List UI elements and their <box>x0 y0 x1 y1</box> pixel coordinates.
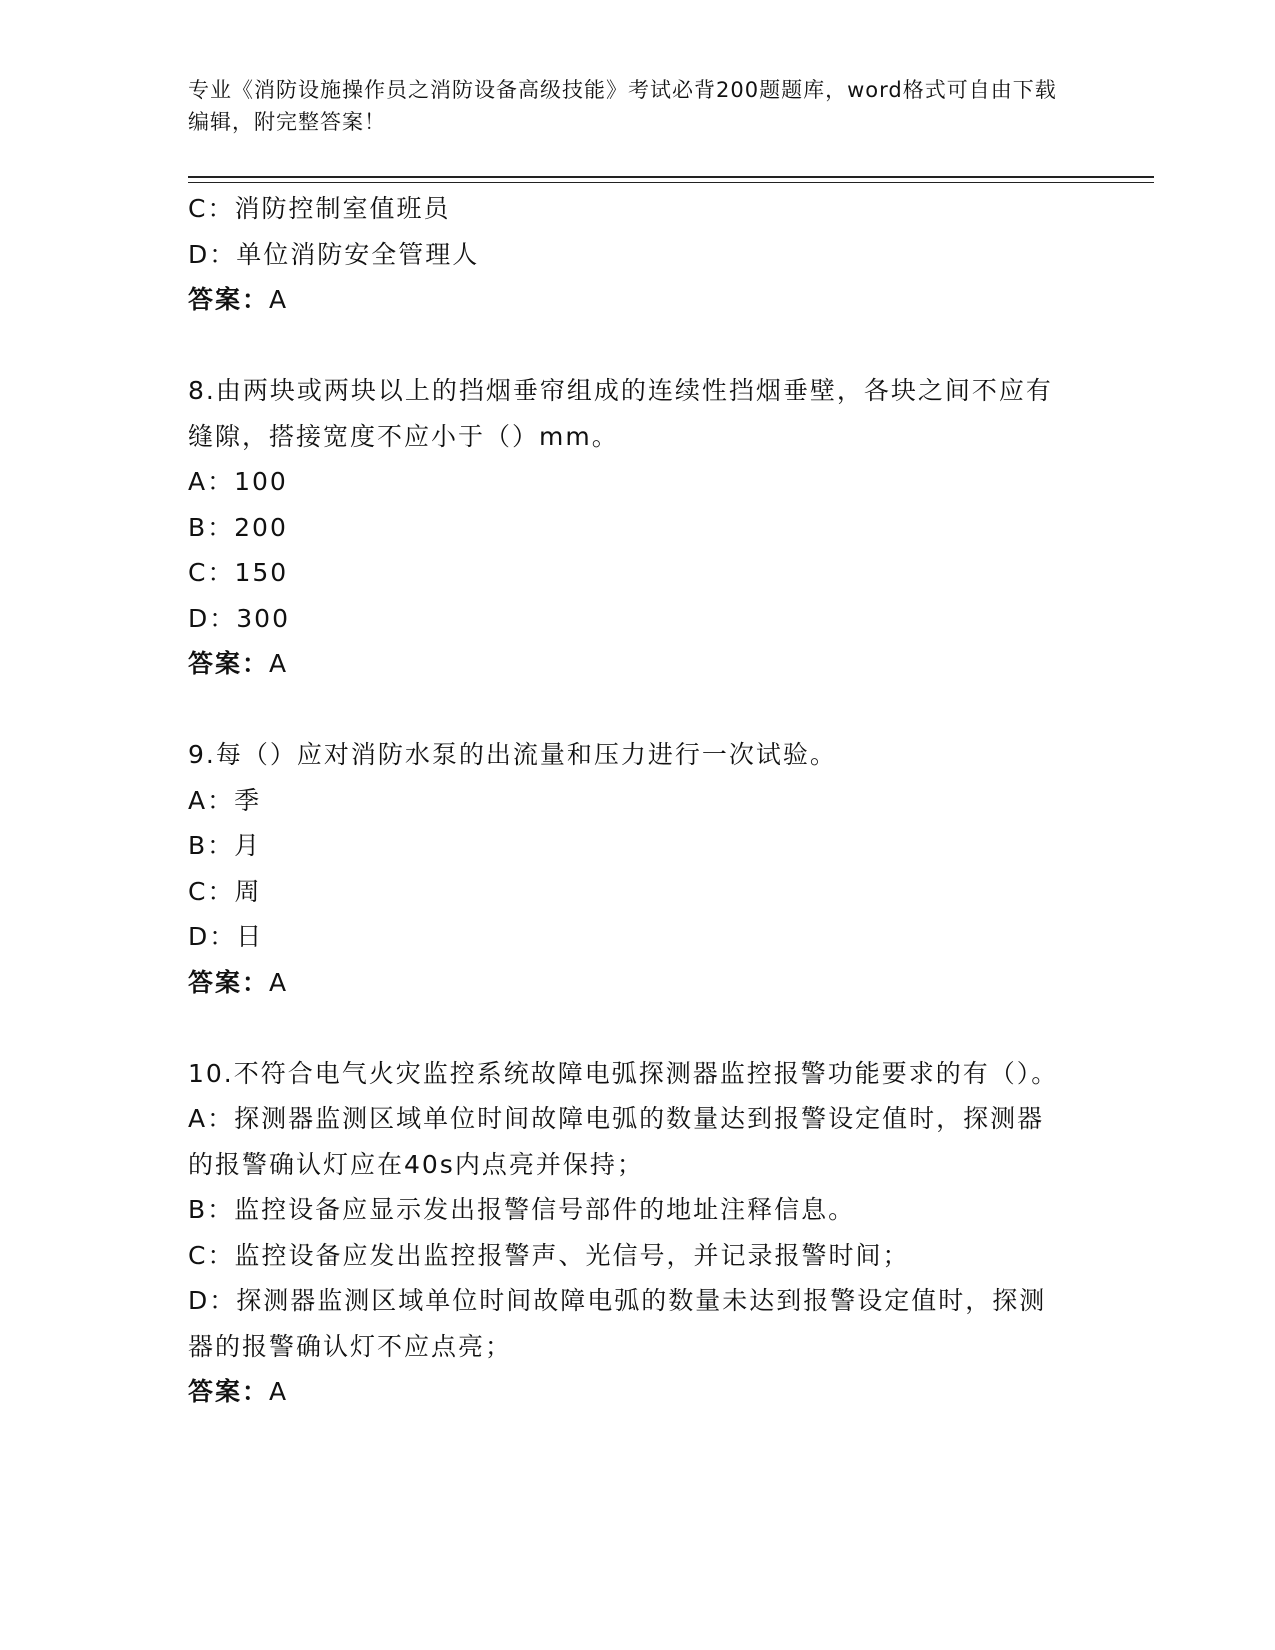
spacer <box>188 323 1068 369</box>
option-d: D：单位消防安全管理人 <box>188 239 480 269</box>
option-c: C：150 <box>188 558 289 587</box>
answer-label: 答案： <box>188 285 270 314</box>
header-divider-thin <box>188 182 1154 183</box>
spacer <box>188 687 1068 733</box>
answer-label: 答案： <box>188 1377 270 1406</box>
option-a: A：探测器监测区域单位时间故障电弧的数量达到报警设定值时，探测器的报警确认灯应在40s内点亮并保持； <box>188 1104 1045 1179</box>
document-header <box>188 74 1068 138</box>
answer-line <box>188 960 1068 1006</box>
spacer <box>188 1005 1068 1051</box>
option-b: B：月 <box>188 831 262 860</box>
question-list <box>188 186 1068 1415</box>
answer-value: A <box>269 967 289 997</box>
option-b: B：监控设备应显示发出报警信号部件的地址注释信息。 <box>188 1195 856 1224</box>
question-block-10 <box>188 1051 1068 1415</box>
header-divider-thick <box>188 176 1154 178</box>
answer-value: A <box>269 285 289 314</box>
answer-label: 答案： <box>188 649 270 678</box>
option-a: A：100 <box>188 467 288 496</box>
option-d: D：探测器监测区域单位时间故障电弧的数量未达到报警设定值时，探测器的报警确认灯不应点亮； <box>188 1286 1047 1361</box>
option-c: C：消防控制室值班员 <box>188 194 451 223</box>
question-block-9 <box>188 732 1068 1005</box>
answer-line <box>188 641 1068 687</box>
question-text: 8.由两块或两块以上的挡烟垂帘组成的连续性挡烟垂壁，各块之间不应有缝隙，搭接宽度不应小于（）mm。 <box>188 376 1053 451</box>
option-d: D：日 <box>188 922 264 951</box>
question-text: 10.不符合电气火灾监控系统故障电弧探测器监控报警功能要求的有（）。 <box>188 1058 1059 1088</box>
option-c: C：监控设备应发出监控报警声、光信号，并记录报警时间； <box>188 1240 910 1270</box>
answer-line <box>188 277 1068 323</box>
option-c: C：周 <box>188 876 262 906</box>
question-block-8 <box>188 368 1068 687</box>
option-a: A：季 <box>188 785 262 815</box>
option-d: D：300 <box>188 603 290 633</box>
question-text: 9.每（）应对消防水泵的出流量和压力进行一次试验。 <box>188 740 837 769</box>
answer-label: 答案： <box>188 967 270 997</box>
header-title: 专业《消防设施操作员之消防设备高级技能》考试必背200题题库，word格式可自由下载编辑，附完整答案！ <box>188 78 1057 134</box>
question-block-previous <box>188 186 1068 323</box>
answer-value: A <box>269 1377 289 1406</box>
option-b: B：200 <box>188 512 288 542</box>
answer-value: A <box>269 649 289 678</box>
answer-line <box>188 1369 1068 1415</box>
